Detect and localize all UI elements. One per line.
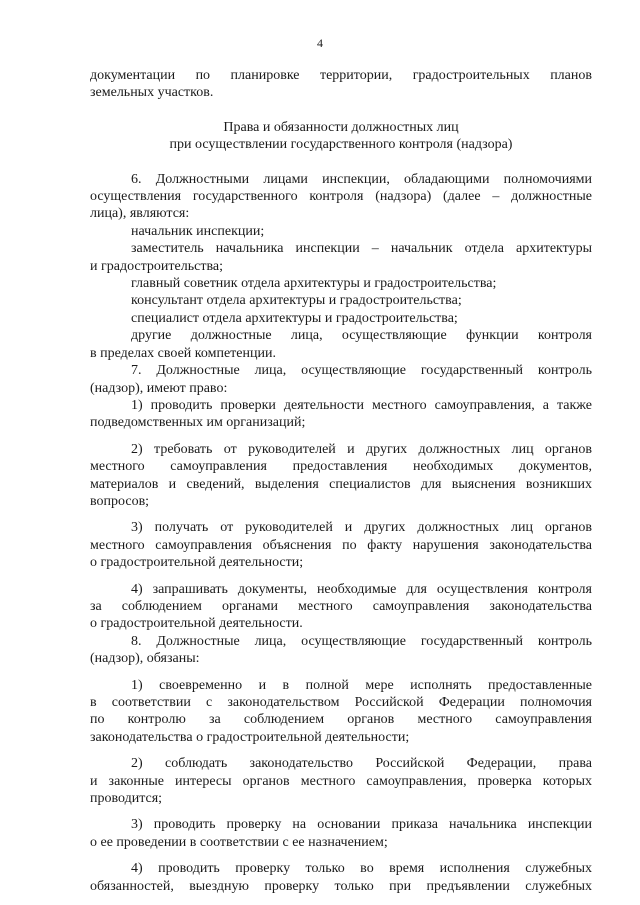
list-item: законодательства о градостроительной деятельности; <box>90 729 410 745</box>
spacer <box>90 668 592 677</box>
paragraph-line: осуществления государственного контроля (надзора) (далее – должностные <box>90 189 592 205</box>
paragraph-line: (надзор), имеют право: <box>90 380 228 396</box>
spacer <box>90 851 592 860</box>
list-item: проводится; <box>90 791 163 807</box>
spacer <box>90 154 592 171</box>
list-item: специалист отдела архитектуры и градостроительства; <box>131 310 458 326</box>
paragraph-line: (надзор), обязаны: <box>90 651 200 667</box>
list-item: и градостроительства; <box>90 258 223 274</box>
paragraph-line: лица), являются: <box>90 206 190 222</box>
list-item: о градостроительной деятельности. <box>90 616 303 632</box>
spacer <box>90 572 592 581</box>
list-item: 4) проводить проверку только во время исполнения служебных <box>131 861 592 877</box>
list-item: главный советник отдела архитектуры и градостроительства; <box>131 276 497 292</box>
list-item: и законные интересы органов местного самоуправления, проверка которых <box>90 773 592 789</box>
section-heading: Права и обязанности должностных лиц <box>223 119 459 135</box>
text-line: земельных участков. <box>90 85 214 101</box>
list-item: за соблюдением органами местного самоуправления законодательства <box>90 598 592 614</box>
spacer <box>90 807 592 816</box>
list-item: в пределах своей компетенции. <box>90 345 276 361</box>
spacer <box>90 432 592 441</box>
spacer <box>90 746 592 755</box>
list-item: в соответствии с законодательством Российской Федерации полномочия <box>90 695 592 710</box>
list-item: вопросов; <box>90 493 150 509</box>
paragraph-line: 6. Должностными лицами инспекции, обладающими полномочиями <box>131 171 592 187</box>
list-item: местного самоуправления объяснения по факту нарушения законодательства <box>90 537 592 553</box>
list-item: другие должностные лица, осуществляющие функции контроля <box>131 328 592 344</box>
list-item: консультант отдела архитектуры и градостроительства; <box>131 293 462 309</box>
text-line: документации по планировке территории, градостроительных планов <box>90 68 592 83</box>
list-item: 1) своевременно и в полной мере исполнять предоставленные <box>131 677 592 693</box>
list-item: 1) проводить проверки деятельности местного самоуправления, а также <box>131 397 592 413</box>
list-item: начальник инспекции; <box>131 223 265 239</box>
paragraph-line: 7. Должностные лица, осуществляющие государственный контроль <box>131 363 592 379</box>
paragraph-line: 8. Должностные лица, осуществляющие государственный контроль <box>131 633 592 649</box>
list-item: подведомственных им организаций; <box>90 415 306 431</box>
list-item: 3) получать от руководителей и других должностных лиц органов <box>131 520 592 536</box>
list-item: 3) проводить проверку на основании приказа начальника инспекции <box>131 817 592 833</box>
spacer <box>90 102 592 119</box>
list-item: по контролю за соблюдением органов местного самоуправления <box>90 712 592 728</box>
spacer <box>90 510 592 519</box>
list-item: 4) запрашивать документы, необходимые для осуществления контроля <box>131 581 592 597</box>
document-body <box>90 67 592 895</box>
list-item: о градостроительной деятельности; <box>90 555 304 571</box>
list-item: 2) соблюдать законодательство Российской Федерации, права <box>131 756 592 772</box>
list-item: обязанностей, выездную проверку только при предъявлении служебных <box>90 878 592 894</box>
section-heading: при осуществлении государственного контроля (надзора) <box>169 137 513 153</box>
list-item: местного самоуправления предоставления необходимых документов, <box>90 459 592 475</box>
page-number: 4 <box>317 36 323 50</box>
list-item: материалов и сведений, выделения специалистов для выяснения возникших <box>90 476 592 492</box>
list-item: заместитель начальника инспекции – начальник отдела архитектуры <box>131 241 592 257</box>
list-item: о ее проведении в соответствии с ее назначением; <box>90 834 388 850</box>
list-item: 2) требовать от руководителей и других должностных лиц органов <box>131 441 592 457</box>
